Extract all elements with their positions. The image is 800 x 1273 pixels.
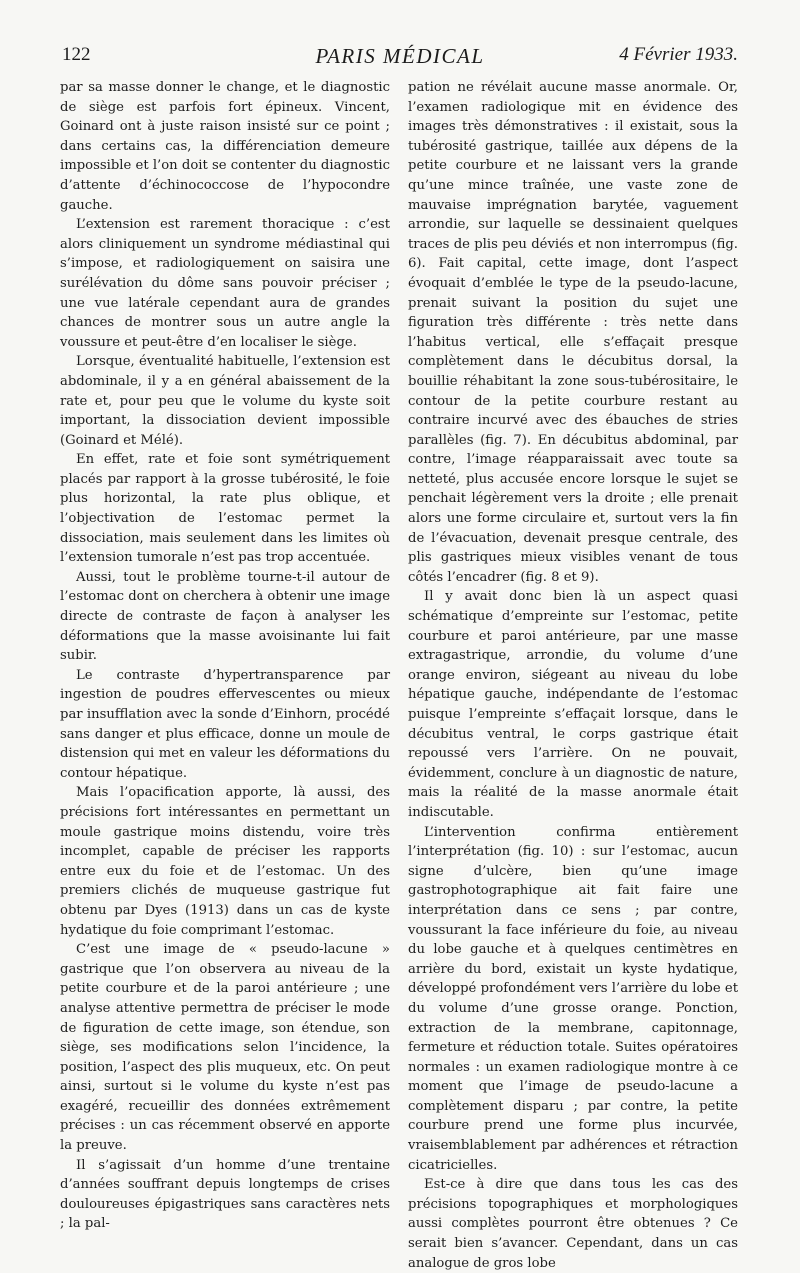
paragraph: En effet, rate et foie sont symétriquement placés par rapport à la grosse tubérosité, le foie plus horizontal, la rate plus oblique, et l’objectivation de l’estomac permet la dissociation, mais seulement dans les limites où l’extension tumorale n’est pas trop accentuée. [60,452,390,566]
paragraph: Il s’agissait d’un homme d’une trentaine d’années souffrant depuis longtemps de crises douloureuses épigastriques sans caractères nets ; la pal- [60,1157,390,1232]
page-header [62,44,738,74]
paragraph: Lorsque, éventualité habituelle, l’extension est abdominale, il y a en général abaissement de la rate et, pour peu que le volume du kyste soit important, la dissociation devient impossible (Goinard et Mélé). [60,354,390,448]
paragraph: pation ne révélait aucune masse anormale. Or, l’examen radiologique mit en évidence des images très démonstratives : il existait, sous la tubérosité gastrique, taillée aux dépens de la petite courbure et ne laissant vers la grande qu’une mince traînée, une vaste zone de mauvaise imprégnation barytée, vaguement arrondie, sur laquelle se dessinaient quelques traces de plis peu déviés et non interrompus (fig. 6). Fait capital, cette image, dont l’aspect évoquait d’emblée le type de la pseudo-lacune, prenait suivant la position du sujet une figuration très différente : très nette dans l’habitus vertical, elle s’effaçait presque complètement dans le décubitus dorsal, la bouillie réhabitant la zone sous-tubérositaire, le contour de la petite courbure restant au contraire incurvé avec des ébauches de stries parallèles (fig. 7). En décubitus abdominal, par contre, l’image réapparaissait avec toute sa netteté, plus accusée encore lorsque le sujet se penchait légèrement vers la droite ; elle prenait alors une forme circulaire et, surtout vers la fin de l’évacuation, devenait presque centrale, des plis gastriques mieux visibles venant de tous côtés l’encadrer (fig. 8 et 9). [408,80,738,585]
paragraph: Mais l’opacification apporte, là aussi, des précisions fort intéressantes en permettant un moule gastrique moins distendu, voire très incomplet, capable de préciser les rapports entre eux du foie et de l’estomac. Un des premiers clichés de muqueuse gastrique fut obtenu par Dyes (1913) dans un cas de kyste hydatique du foie comprimant l’estomac. [60,785,390,938]
paragraph: Aussi, tout le problème tourne-t-il autour de l’estomac dont on cherchera à obtenir une image directe de contraste de façon à analyser les déformations que la masse avoisinante lui fait subir. [60,569,390,664]
page-number: 122 [62,44,91,65]
paragraph: Il y avait donc bien là un aspect quasi schématique d’empreinte sur l’estomac, petite courbure et paroi antérieure, par une masse extragastrique, arrondie, du volume d’une orange environ, siégeant au niveau du lobe hépatique gauche, indépendante de l’estomac puisque l’empreinte s’effaçait lorsque, dans le décubitus ventral, le corps gastrique était repoussé vers l’arrière. On ne pouvait, évidemment, conclure à un diagnostic de nature, mais la réalité de la masse anormale était indiscutable. [408,589,738,820]
paragraph: par sa masse donner le change, et le diagnostic de siège est parfois fort épineux. Vincent, Goinard ont à juste raison insisté sur ce point ; dans certains cas, la différenciation demeure impossible et l’on doit se contenter du diagnostic d’attente d’échinococcose de l’hypocondre gauche. [60,80,390,213]
issue-date: 4 Février 1933. [619,44,738,65]
right-column [408,78,738,1273]
left-column [60,78,390,1234]
paragraph: Le contraste d’hypertransparence par ingestion de poudres effervescentes ou mieux par insufflation avec la sonde d’Einhorn, procédé sans danger et plus efficace, donne un moule de distension qui met en valeur les déformations du contour hépatique. [60,667,390,781]
paragraph: L’intervention confirma entièrement l’interprétation (fig. 10) : sur l’estomac, aucun signe d’ulcère, bien qu’une image gastrophotographique ait fait faire une interprétation dans ce sens ; par contre, voussurant la face inférieure du foie, au niveau du lobe gauche et à quelques centimètres en arrière du bord, existait un kyste hydatique, développé profondément vers l’arrière du lobe et du volume d’une grosse orange. Ponction, extraction de la membrane, capitonnage, fermeture et réduction totale. Suites opératoires normales : un examen radiologique montre à ce moment que l’image de pseudo-lacune a complètement disparu ; par contre, la petite courbure prend une forme plus incurvée, vraisemblablement par adhérences et rétraction cicatricielles. [408,824,738,1173]
paragraph: Est-ce à dire que dans tous les cas des précisions topographiques et morphologiques aussi complètes pourront être obtenues ? Ce serait bien s’avancer. Cependant, dans un cas analogue de gros lobe [408,1177,738,1271]
journal-title: PARIS MÉDICAL [315,44,485,68]
paragraph: C’est une image de « pseudo-lacune » gastrique que l’on observera au niveau de la petite courbure et de la paroi antérieure ; une analyse attentive permettra de préciser le mode de figuration de cette image, son étendue, son siège, ses modifications selon l’incidence, la position, l’aspect des plis muqueux, etc. On peut ainsi, surtout si le volume du kyste n’est pas exagéré, recueillir des données extrêmement précises : un cas récemment observé en apporte la preuve. [60,942,390,1154]
paragraph: L’extension est rarement thoracique : c’est alors cliniquement un syndrome médiastinal qui s’impose, et radiologiquement on saisira une surélévation du dôme sans pouvoir préciser ; une vue latérale cependant aura de grandes chances de montrer sous un autre angle la voussure et peut-être d’en localiser le siège. [60,217,390,350]
